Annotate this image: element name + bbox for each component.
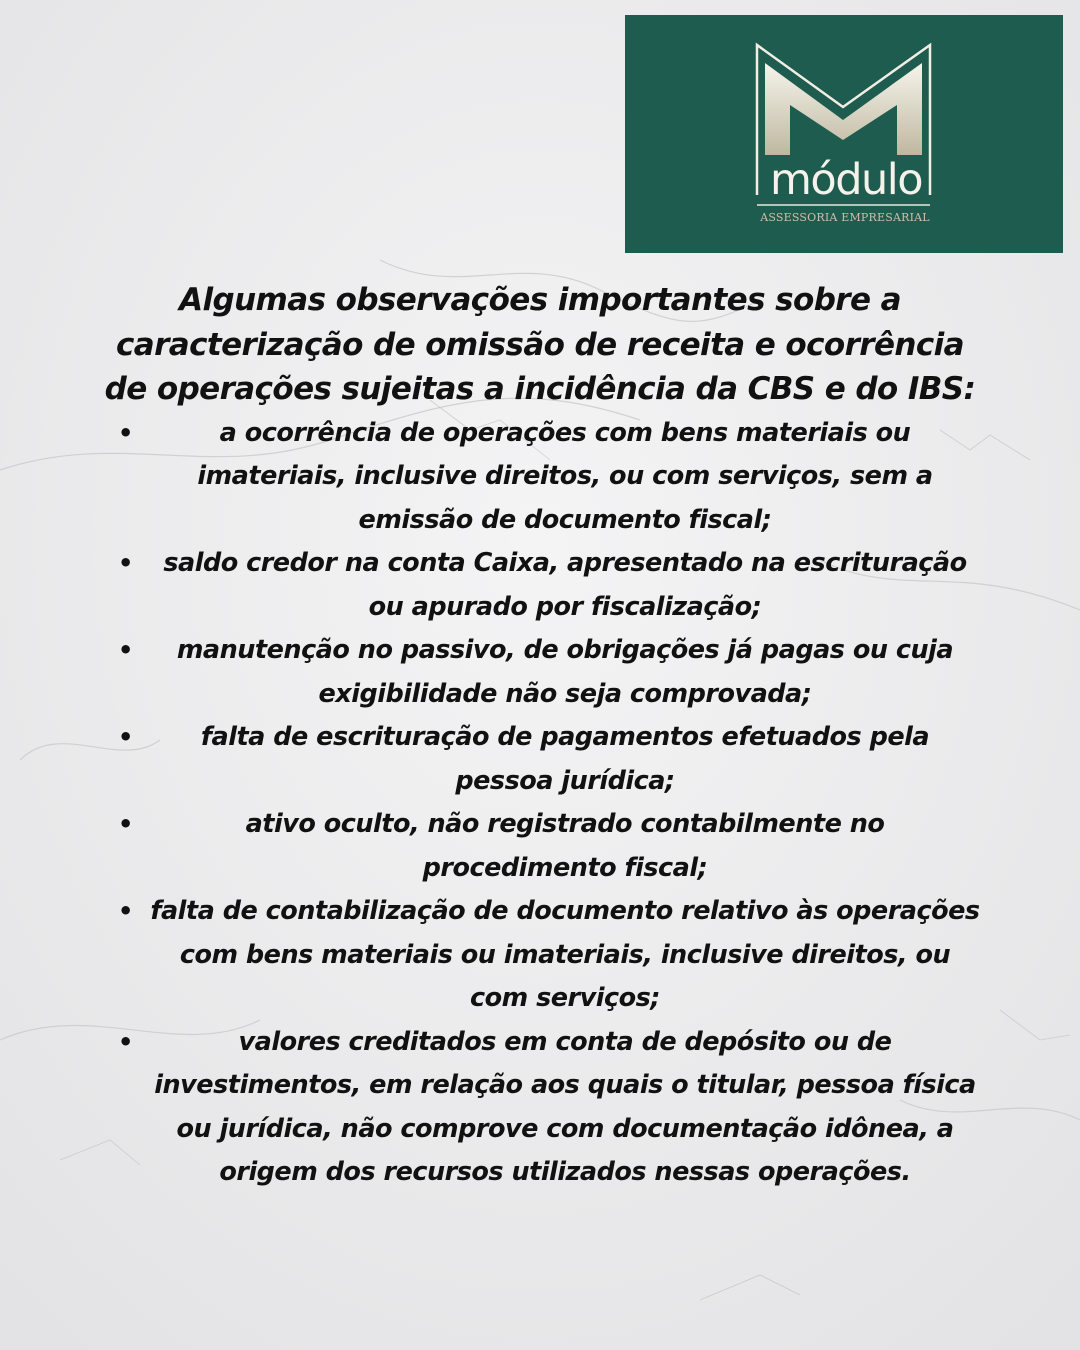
brand-name: módulo (770, 155, 922, 205)
page-title: Algumas observações importantes sobre a caracterização de omissão de receita e ocorrência de operações sujeitas a incidência da CBS e do IBS: (104, 282, 976, 407)
list-item (100, 1021, 980, 1195)
bullet-icon: • (118, 723, 133, 751)
list-item (100, 890, 980, 1021)
list-item (100, 629, 980, 716)
list-item-text: ativo oculto, não registrado contabilmente no procedimento fiscal; (245, 809, 885, 883)
list-item (100, 412, 980, 543)
bullet-icon: • (118, 1027, 133, 1056)
list-item-text: falta de escrituração de pagamentos efetuados pela pessoa jurídica; (200, 722, 930, 796)
list-item-text: manutenção no passivo, de obrigações já pagas ou cuja exigibilidade não seja comprovada; (176, 635, 954, 709)
bullet-icon: • (118, 636, 133, 664)
bullet-icon: • (118, 897, 133, 925)
bullet-icon: • (118, 418, 133, 447)
list-item-text: saldo credor na conta Caixa, apresentado na escrituração ou apurado por fiscalização; (163, 548, 967, 622)
brand-logo-panel (625, 15, 1063, 253)
list-item (100, 803, 980, 890)
list-item (100, 542, 980, 629)
list-item-text: falta de contabilização de documento relativo às operações com bens materiais ou imateriais, inclusive direitos, ou com serviços; (150, 896, 980, 1013)
bullet-icon: • (118, 549, 133, 577)
list-item (100, 716, 980, 803)
list-item-text: valores creditados em conta de depósito ou de investimentos, em relação aos quais o titular, pessoa física ou jurídica, não comprove com documentação idônea, a origem dos recursos utilizados nessas operações. (154, 1026, 976, 1187)
list-item-text: a ocorrência de operações com bens materiais ou imateriais, inclusive direitos, ou com serviços, sem a emissão de documento fiscal; (197, 417, 933, 535)
observations-list (100, 412, 980, 1195)
brand-tagline: ASSESSORIA EMPRESARIAL (760, 211, 930, 224)
bullet-icon: • (118, 810, 133, 838)
main-content (100, 278, 980, 1195)
